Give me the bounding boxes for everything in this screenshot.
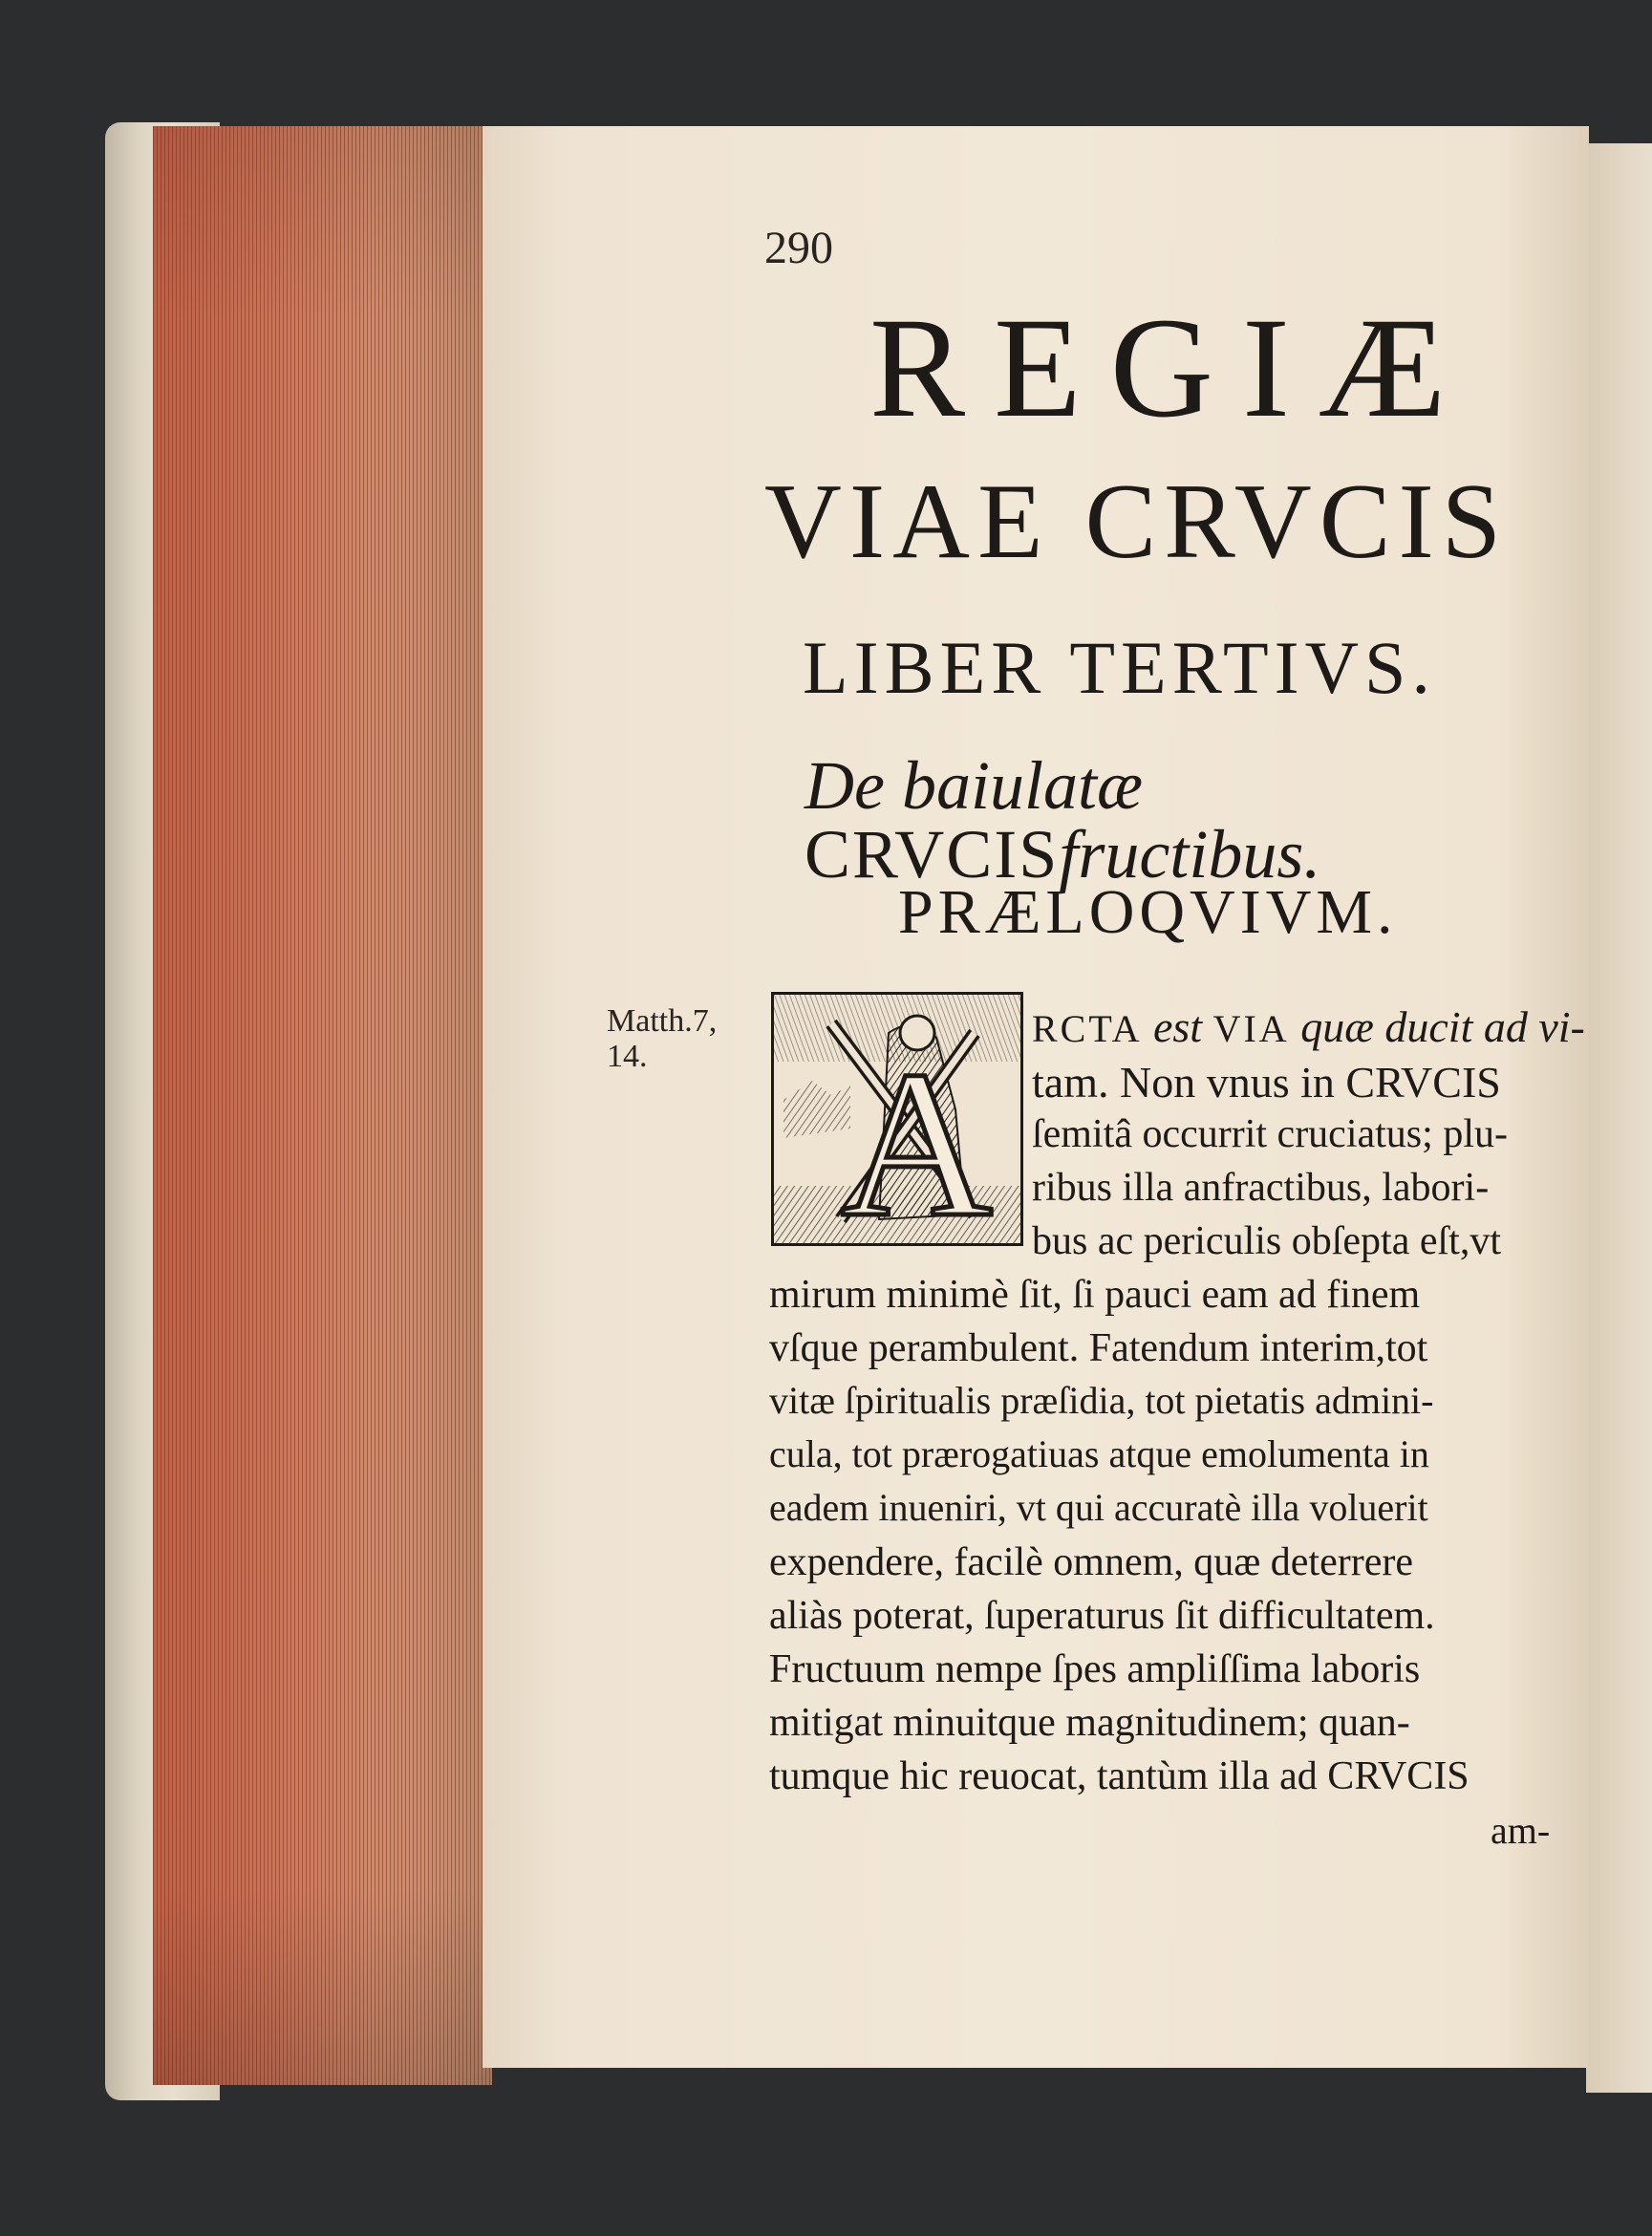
title-line-3: LIBER TERTIVS. (803, 626, 1436, 709)
title-line-1: REGIÆ (869, 289, 1475, 447)
margin-note-line-2: 14. (607, 1039, 648, 1075)
first-text-line (1032, 1002, 1585, 1051)
text-line-3: ribus illa anfractibus, labori- (1032, 1166, 1490, 1210)
text-line-13: mitigat minuitque magnitudinem; quan- (769, 1701, 1410, 1745)
first-line-word-2: est (1152, 1002, 1203, 1051)
drop-cap-letter: A (841, 1027, 993, 1243)
first-line-word-3: VIA (1212, 1007, 1290, 1050)
text-line-1: tam. Non vnus in CRVCIS (1032, 1058, 1501, 1107)
text-line-7: vitæ ſpiritualis præſidia, tot pietatis admini- (769, 1379, 1434, 1422)
text-line-8: cula, tot prærogatiuas atque emolumenta in (769, 1432, 1429, 1475)
title-line-2: VIAE CRVCIS (764, 462, 1510, 581)
catchword: am- (1491, 1809, 1551, 1852)
title-line-5: PRÆLOQVIVM. (898, 877, 1398, 947)
text-line-10: expendere, facilè omnem, quæ deterrere (769, 1540, 1413, 1584)
text-line-14: tumque hic reuocat, tantùm illa ad CRVCIS (769, 1754, 1470, 1798)
first-line-word-4: quæ ducit ad vi- (1300, 1002, 1585, 1051)
title-line-4-italic-2: fructibus. (1059, 816, 1321, 892)
woodcut-illustration-icon (774, 995, 1020, 1243)
page-edges-shadow (153, 126, 492, 2085)
text-line-6: vſque perambulent. Fatendum interim,tot (769, 1326, 1428, 1370)
title-line-4-italic-1: De baiulatæ (805, 747, 1143, 824)
text-line-2: ſemitâ occurrit cruciatus; plu- (1032, 1112, 1508, 1156)
margin-note-line-1: Matth.7, (607, 1003, 718, 1039)
title-line-4-smallcaps: CRVCIS (805, 816, 1060, 892)
text-line-4: bus ac periculis obſepta eſt,vt (1032, 1219, 1502, 1263)
title-line-4 (805, 747, 1652, 892)
page-number: 290 (764, 223, 833, 273)
text-line-11: aliàs poterat, ſuperaturus ſit difficultatem. (769, 1594, 1435, 1638)
margin-note (607, 1003, 717, 1075)
facing-page-edge (1586, 143, 1652, 2093)
text-line-5: mirum minimè ſit, ſi pauci eam ad finem (769, 1273, 1421, 1317)
text-line-12: Fructuum nempe ſpes ampliſſima laboris (769, 1647, 1421, 1691)
first-line-word-1: RCTA (1032, 1007, 1143, 1050)
text-line-9: eadem inueniri, vt qui accuratè illa voluerit (769, 1486, 1428, 1529)
woodcut-initial (771, 992, 1023, 1246)
